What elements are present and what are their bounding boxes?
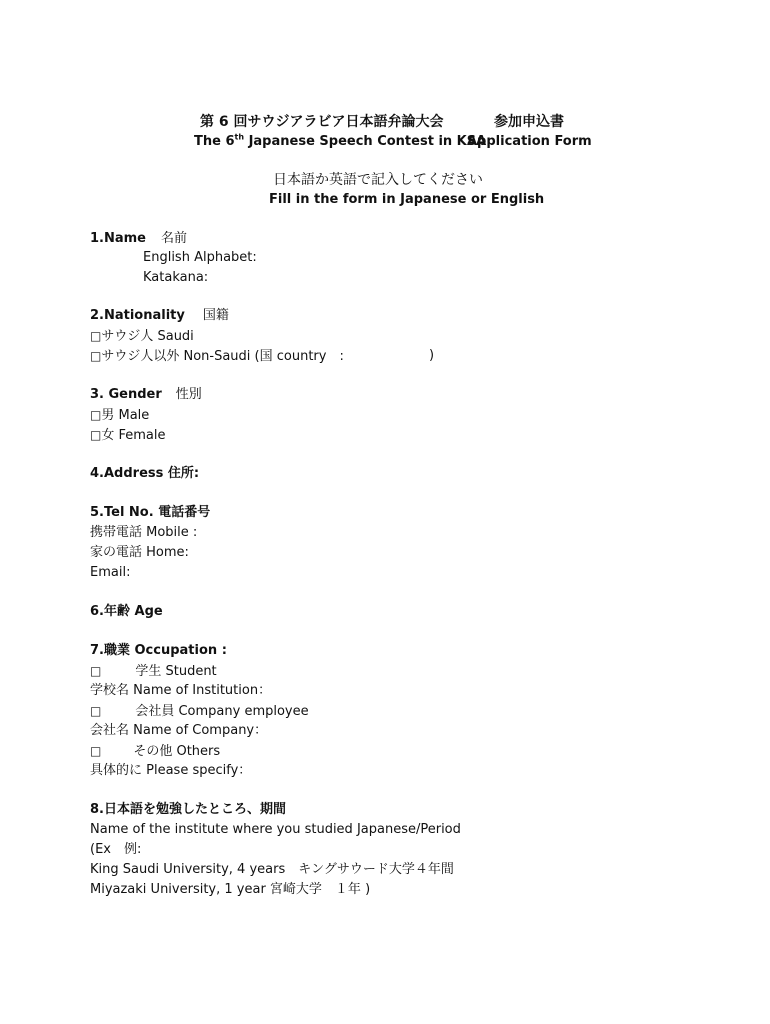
nationality-close-paren: ): [429, 348, 435, 363]
nationality-saudi-label: サウジ人 Saudi: [101, 329, 194, 344]
checkbox-icon[interactable]: □: [90, 744, 102, 758]
tel-mobile-field: 携帯電話 Mobile :: [90, 525, 198, 540]
gender-male-label: 男 Male: [101, 408, 150, 423]
occupation-label: 7.職業 Occupation :: [90, 643, 227, 658]
occupation-employee-label: 会社員 Company employee: [135, 704, 309, 719]
company-field: 会社名 Name of Company：: [90, 723, 268, 738]
nationality-label: [90, 308, 229, 324]
nationality-label-jp: 国籍: [202, 308, 229, 323]
tel-home-field: 家の電話 Home:: [90, 545, 189, 560]
tel-label: 5.Tel No. 電話番号: [90, 505, 211, 520]
title-jp-text: 第 6 回サウジアラビア日本語弁論大会: [200, 114, 444, 130]
instruction-jp: 日本語か英語で記入してください: [273, 172, 483, 188]
institution-field: 学校名 Name of Institution：: [90, 683, 272, 698]
title-jp: [200, 114, 444, 130]
title-en-form: Application Form: [467, 134, 592, 149]
name-english-field: English Alphabet:: [143, 250, 257, 265]
study-example-1: King Saudi University, 4 years キングサウード大学４年間: [90, 862, 454, 877]
nationality-saudi-option[interactable]: [90, 328, 194, 345]
age-label: 6.年齢 Age: [90, 604, 163, 619]
name-label-jp: 名前: [161, 231, 188, 246]
occupation-employee-option[interactable]: [90, 703, 309, 720]
specify-field: 具体的に Please specify：: [90, 763, 252, 778]
title-en: [194, 134, 486, 150]
checkbox-icon[interactable]: □: [90, 329, 102, 343]
email-field: Email:: [90, 565, 131, 580]
gender-male-option[interactable]: [90, 407, 149, 424]
title-en-post: Japanese Speech Contest in KSA: [244, 134, 487, 149]
gender-label: [90, 387, 202, 403]
gender-female-option[interactable]: [90, 427, 165, 444]
checkbox-icon[interactable]: □: [90, 704, 102, 718]
checkbox-icon[interactable]: □: [90, 428, 102, 442]
address-label: 4.Address 住所:: [90, 466, 200, 481]
nationality-nonsaudi-label: サウジ人以外 Non-Saudi (国 country :: [101, 349, 344, 364]
gender-female-label: 女 Female: [101, 428, 166, 443]
instruction-en: Fill in the form in Japanese or English: [269, 192, 545, 207]
title-jp-form: 参加申込書: [494, 114, 564, 130]
occupation-student-option[interactable]: [90, 663, 217, 680]
study-description: Name of the institute where you studied Japanese/Period: [90, 822, 461, 837]
checkbox-icon[interactable]: □: [90, 664, 102, 678]
nationality-nonsaudi-option[interactable]: [90, 348, 344, 365]
name-katakana-field: Katakana:: [143, 270, 209, 285]
occupation-others-label: その他 Others: [133, 744, 221, 759]
occupation-others-option[interactable]: [90, 743, 220, 760]
study-label: 8.日本語を勉強したところ、期間: [90, 802, 286, 817]
nationality-label-en: 2.Nationality: [90, 308, 185, 323]
title-en-pre: The 6: [194, 134, 235, 149]
checkbox-icon[interactable]: □: [90, 349, 102, 363]
name-label: [90, 231, 187, 247]
study-example-label: (Ex 例:: [90, 842, 142, 857]
checkbox-icon[interactable]: □: [90, 408, 102, 422]
gender-label-en: 3. Gender: [90, 387, 162, 402]
title-en-sup: th: [234, 132, 245, 142]
occupation-student-label: 学生 Student: [135, 664, 217, 679]
gender-label-jp: 性別: [175, 387, 202, 402]
name-label-en: 1.Name: [90, 231, 146, 246]
study-example-2: Miyazaki University, 1 year 宮崎大学 １年 ): [90, 882, 371, 897]
